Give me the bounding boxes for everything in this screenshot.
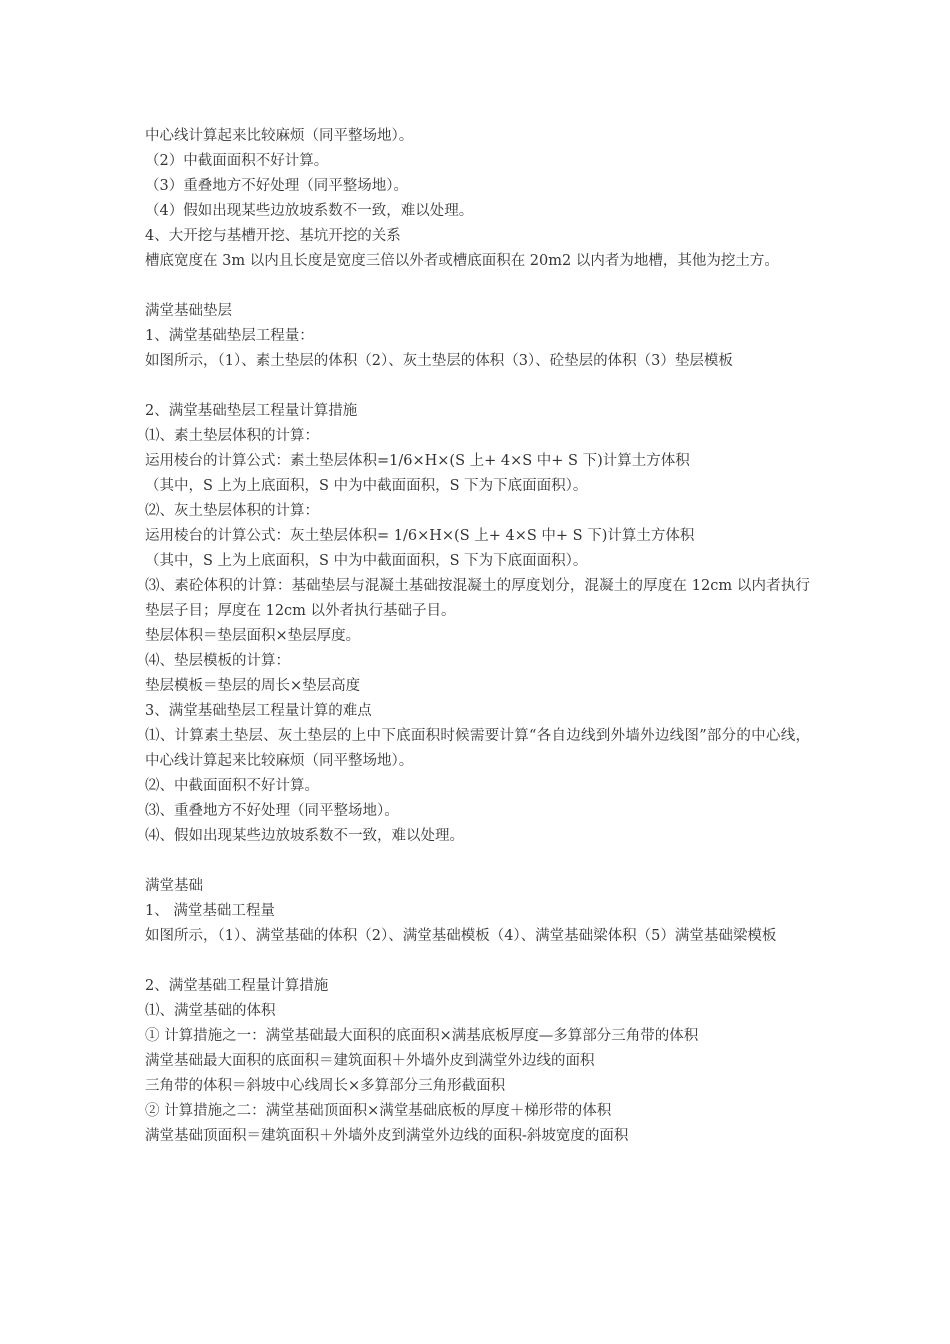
document-page (145, 124, 810, 1149)
text-line: 运用棱台的计算公式：素土垫层体积=1/6×H×(S 上+ 4×S 中+ S 下)计算土方体积 (145, 453, 690, 469)
text-line: ② 计算措施之二：满堂基础顶面积×满堂基础底板的厚度＋梯形带的体积 (145, 1103, 612, 1119)
text-line: 满堂基础垫层 (145, 303, 232, 319)
blank-line (145, 274, 810, 299)
text-line: 1、满堂基础垫层工程量： (145, 328, 314, 344)
blank-line (145, 374, 810, 399)
text-line: 中心线计算起来比较麻烦（同平整场地）。 (145, 128, 414, 144)
text-line: ⑷、垫层模板的计算： (145, 653, 290, 669)
text-paragraph: 槽底宽度在 3m 以内且长度是宽度三倍以外者或槽底面积在 20m2 以内者为地槽，其他为挖土方。 (145, 253, 779, 269)
text-line: 满堂基础最大面积的底面积＝建筑面积＋外墙外皮到满堂外边线的面积 (145, 1053, 595, 1069)
text-line: ① 计算措施之一：满堂基础最大面积的底面积×满基底板厚度—多算部分三角带的体积 (145, 1028, 699, 1044)
blank-line (145, 949, 810, 974)
text-line: ⑵、灰土垫层体积的计算： (145, 503, 319, 519)
text-line: ⑶、重叠地方不好处理（同平整场地）。 (145, 803, 399, 819)
text-line: 满堂基础顶面积＝建筑面积＋外墙外皮到满堂外边线的面积-斜坡宽度的面积 (145, 1128, 629, 1144)
text-paragraph: 如图所示，（1）、素土垫层的体积（2）、灰土垫层的体积（3）、砼垫层的体积（3）垫层模板 (145, 353, 733, 369)
text-line: 垫层体积＝垫层面积×垫层厚度。 (145, 628, 361, 644)
text-line: 2、满堂基础垫层工程量计算措施 (145, 403, 358, 419)
text-line: ⑴、素土垫层体积的计算： (145, 428, 319, 444)
text-line: （其中，S 上为上底面积，S 中为中截面面积，S 下为下底面面积）。 (145, 478, 588, 494)
text-line: 2、满堂基础工程量计算措施 (145, 978, 329, 994)
text-line: ⑵、中截面面积不好计算。 (145, 778, 319, 794)
text-line: 3、满堂基础垫层工程量计算的难点 (145, 703, 372, 719)
text-line: 三角带的体积＝斜坡中心线周长×多算部分三角形截面积 (145, 1078, 506, 1094)
text-line: ⑴、满堂基础的体积 (145, 1003, 276, 1019)
text-line: （3）重叠地方不好处理（同平整场地）。 (145, 178, 408, 194)
text-line: 1、 满堂基础工程量 (145, 903, 275, 919)
blank-line (145, 849, 810, 874)
text-paragraph: ⑴、计算素土垫层、灰土垫层的上中下底面积时候需要计算“各自边线到外墙外边线图”部分的中心线，中心线计算起来比较麻烦（同平整场地）。 (145, 728, 810, 769)
text-line: 运用棱台的计算公式：灰土垫层体积= 1/6×H×(S 上+ 4×S 中+ S 下)计算土方体积 (145, 528, 695, 544)
text-line: 满堂基础 (145, 878, 203, 894)
text-line: 垫层模板＝垫层的周长×垫层高度 (145, 678, 361, 694)
text-line: （其中，S 上为上底面积，S 中为中截面面积，S 下为下底面面积）。 (145, 553, 588, 569)
text-paragraph: ⑶、素砼体积的计算：基础垫层与混凝土基础按混凝土的厚度划分，混凝土的厚度在 12cm 以内者执行垫层子目；厚度在 12cm 以外者执行基础子目。 (145, 578, 810, 619)
text-line: （4）假如出现某些边放坡系数不一致，难以处理。 (145, 203, 474, 219)
text-paragraph: 如图所示，（1）、满堂基础的体积（2）、满堂基础模板（4）、满堂基础梁体积（5）满堂基础梁模板 (145, 928, 777, 944)
text-line: （2）中截面面积不好计算。 (145, 153, 329, 169)
text-line: 4、大开挖与基槽开挖、基坑开挖的关系 (145, 228, 401, 244)
text-line: ⑷、假如出现某些边放坡系数不一致，难以处理。 (145, 828, 464, 844)
